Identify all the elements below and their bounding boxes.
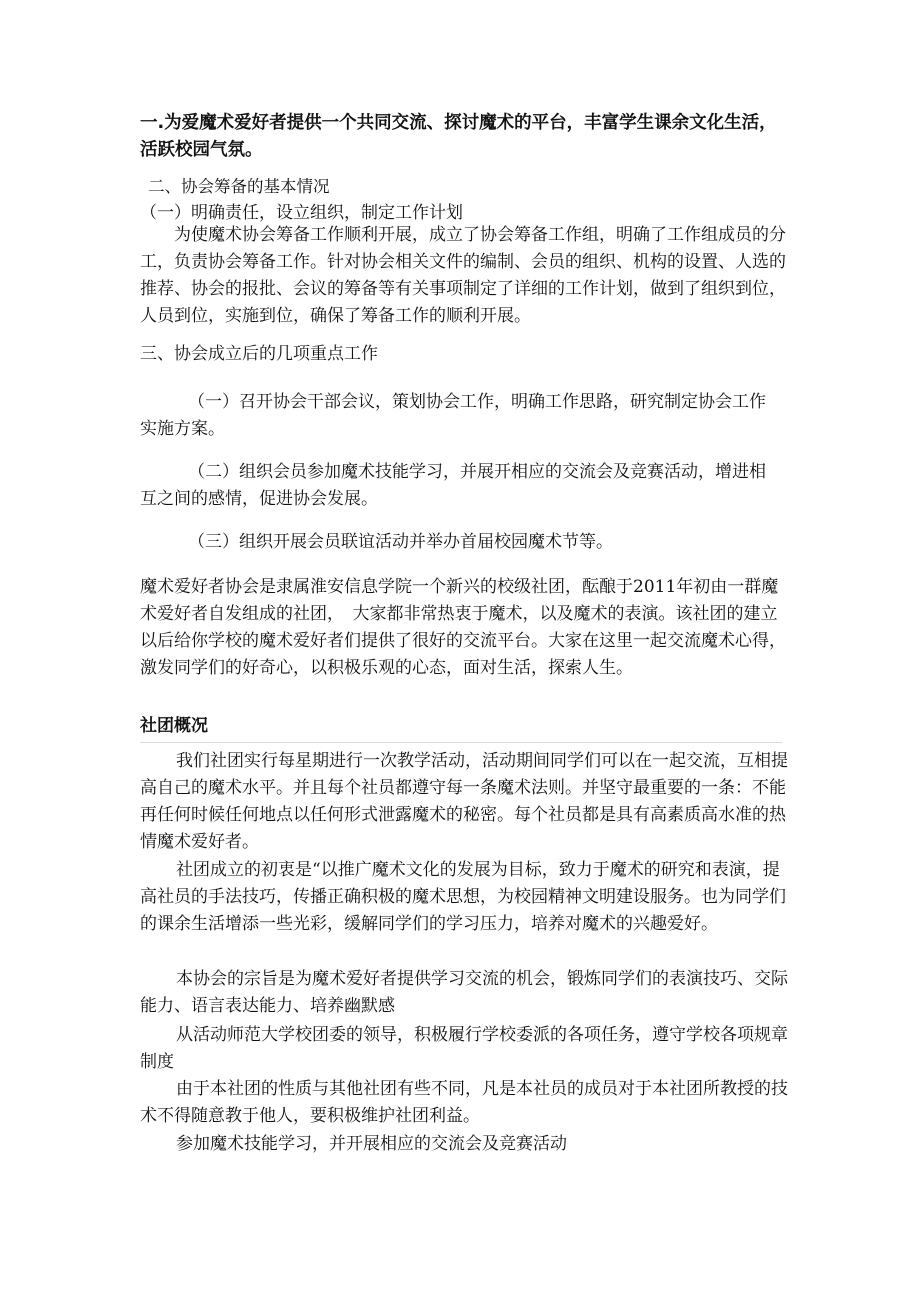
overview-paragraph-3: 本协会的宗旨是为魔术爱好者提供学习交流的机会，锻炼同学们的表演技巧、交际能力、语言表达能力、培养幽默感 — [140, 969, 788, 1016]
overview-paragraph-4: 从活动师范大学校团委的领导，积极履行学校委派的各项任务，遵守学校各项规章制度 — [140, 1025, 788, 1072]
section-2-body: 为使魔术协会筹备工作顺利开展，成立了协会筹备工作组，明确了工作组成员的分工，负责协会筹备工作。针对协会相关文件的编制、会员的组织、机构的设置、人选的推荐、协会的报批、会议的筹备等有关事项制定了详细的工作计划，做到了组织到位，人员到位，实施到位，确保了筹备工作的顺利开展。 — [140, 225, 786, 326]
overview-paragraph-1: 我们社团实行每星期进行一次教学活动，活动期间同学们可以在一起交流，互相提高自己的魔术水平。并且每个社员都遵守每一条魔术法则。并坚守最重要的一条：不能再任何时候任何地点以任何形式泄露魔术的秘密。每个社员都是具有高素质高水准的热情魔术爱好者。 — [140, 751, 788, 852]
club-intro-paragraph: 魔术爱好者协会是隶属淮安信息学院一个新兴的校级社团，酝酿于2011年初由一群魔术爱好者自发组成的社团， 大家都非常热衷于魔术，以及魔术的表演。该社团的建立以后给你学校的魔术爱好者们提供了很好的交流平台。大家在这里一起交流魔术心得，激发同学们的好奇心，以积极乐观的心态，面对生活，探索人生。 — [140, 577, 786, 678]
overview-paragraph-5: 由于本社团的性质与其他社团有些不同，凡是本社员的成员对于本社团所教授的技术不得随意教于他人，要积极维护社团利益。 — [140, 1079, 788, 1126]
club-overview-title: 社团概况 — [140, 716, 208, 736]
section-2-title: 二、协会筹备的基本情况 — [148, 177, 330, 196]
work-item-3: （三）组织开展会员联谊活动并举办首届校园魔术节等。 — [188, 532, 613, 552]
document-heading: 一.为爱魔术爱好者提供一个共同交流、探讨魔术的平台，丰富学生课余文化生活，活跃校园气氛。 — [140, 113, 777, 160]
work-item-1: （一）召开协会干部会议，策划协会工作，明确工作思路，研究制定协会工作实施方案。 — [140, 392, 766, 439]
overview-paragraph-2: 社团成立的初衷是“以推广魔术文化的发展为目标，致力于魔术的研究和表演，提高社员的手法技巧，传播正确积极的魔术思想，为校园精神文明建设服务。也为同学们的课余生活增添一些光彩，缓解同学们的学习压力，培养对魔术的兴趣爱好。 — [140, 860, 786, 934]
overview-paragraph-6: 参加魔术技能学习，并开展相应的交流会及竞赛活动 — [176, 1134, 567, 1154]
section-3-title: 三、协会成立后的几项重点工作 — [140, 344, 378, 364]
section-2-subtitle: （一）明确责任，设立组织，制定工作计划 — [140, 203, 463, 223]
divider-line — [140, 742, 782, 743]
work-item-2: （二）组织会员参加魔术技能学习，并展开相应的交流会及竞赛活动，增进相互之间的感情，促进协会发展。 — [140, 462, 766, 509]
